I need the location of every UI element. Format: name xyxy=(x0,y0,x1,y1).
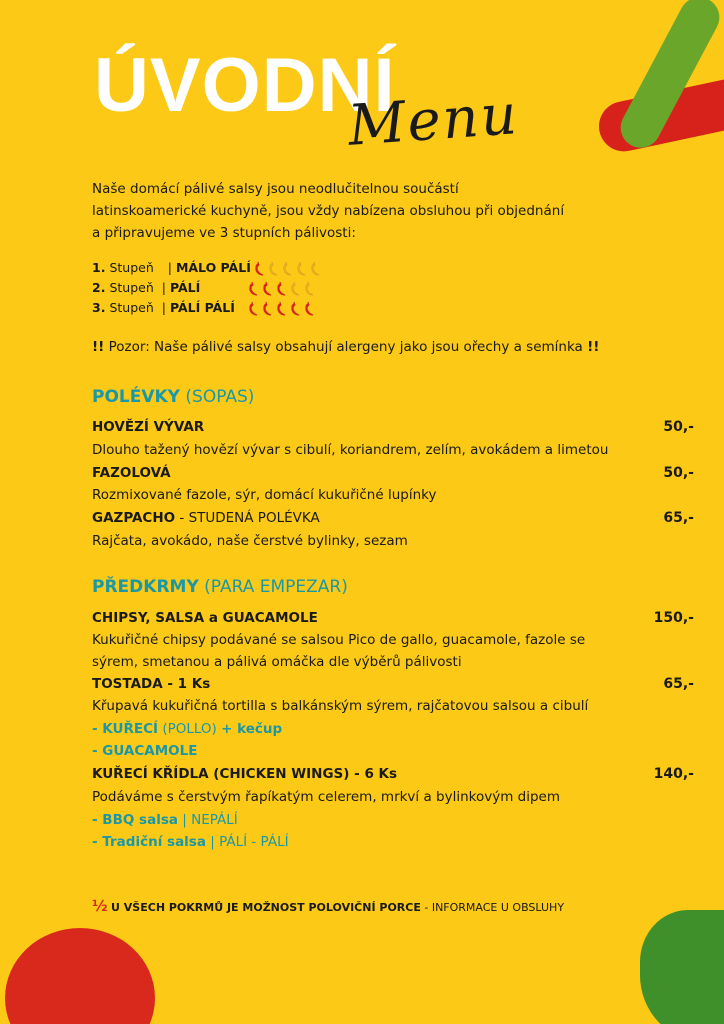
item-option xyxy=(92,831,289,853)
chili-filled-icon xyxy=(248,281,259,296)
chili-filled-icon xyxy=(276,301,287,316)
chili-filled-icon xyxy=(290,301,301,316)
warning-mark: !! xyxy=(92,339,105,355)
item-name xyxy=(92,507,320,529)
item-price: 50,- xyxy=(663,419,694,435)
level-label: Stupeň xyxy=(109,260,154,275)
item-option xyxy=(92,718,282,740)
half-icon: ½ xyxy=(92,897,108,915)
chili-filled-icon xyxy=(304,301,315,316)
item-description: sýrem, smetanou a pálivá omáčka dle výběrů pálivosti xyxy=(92,654,462,670)
item-description: Dlouho tažený hovězí vývar s cibulí, koriandrem, zelím, avokádem a limetou xyxy=(92,442,609,458)
heat-level-row: 1. Stupeň | MÁLO PÁLÍ xyxy=(92,257,324,279)
chili-filled-icon xyxy=(254,261,265,276)
item-description: Kukuřičné chipsy podávané se salsou Pico de gallo, guacamole, fazole se xyxy=(92,632,586,648)
option-name: - KUŘECÍ xyxy=(92,721,159,737)
herbs-image xyxy=(640,910,724,1024)
option-note: | PÁLÍ - PÁLÍ xyxy=(205,834,289,850)
chili-outline-icon xyxy=(304,281,315,296)
level-label: Stupeň xyxy=(109,280,154,295)
item-option xyxy=(92,809,238,831)
item-price: 140,- xyxy=(653,766,694,782)
item-description: Podáváme s čerstvým řapíkatým celerem, mrkví a bylinkovým dipem xyxy=(92,789,561,805)
section-name: POLÉVKY xyxy=(92,387,180,407)
chili-outline-icon xyxy=(296,261,307,276)
section-subtitle: (PARA EMPEZAR) xyxy=(198,577,348,597)
chili-filled-icon xyxy=(262,301,273,316)
footer-bold: U VŠECH POKRMŮ JE MOŽNOST POLOVIČNÍ PORCE xyxy=(111,901,421,914)
chili-outline-icon xyxy=(268,261,279,276)
item-name: TOSTADA - 1 Ks xyxy=(92,676,211,692)
heat-level-row: 3. Stupeň | PÁLÍ PÁLÍ xyxy=(92,297,318,319)
warning-mark: !! xyxy=(587,339,600,355)
item-name: HOVĚZÍ VÝVAR xyxy=(92,419,205,435)
option-name: - BBQ salsa xyxy=(92,812,178,828)
item-name: CHIPSY, SALSA a GUACAMOLE xyxy=(92,610,318,626)
tomato-image xyxy=(5,928,155,1024)
section-name: PŘEDKRMY xyxy=(92,577,199,597)
section-title-soups xyxy=(92,386,254,408)
item-name-extra: - STUDENÁ POLÉVKA xyxy=(175,510,320,526)
item-option: - GUACAMOLE xyxy=(92,743,198,759)
option-name: - Tradiční salsa xyxy=(92,834,206,850)
chili-filled-icon xyxy=(248,301,259,316)
chili-outline-icon xyxy=(282,261,293,276)
level-number: 2. xyxy=(92,280,106,295)
option-extra: + kečup xyxy=(221,721,283,737)
item-name: FAZOLOVÁ xyxy=(92,465,171,481)
item-description: Rozmixované fazole, sýr, domácí kukuřičné lupínky xyxy=(92,487,437,503)
item-description: Rajčata, avokádo, naše čerstvé bylinky, sezam xyxy=(92,533,408,549)
allergen-warning xyxy=(92,336,599,358)
intro-line: latinskoamerické kuchyně, jsou vždy nabízena obsluhou při objednání xyxy=(92,203,565,219)
section-subtitle: (SOPAS) xyxy=(180,387,255,407)
item-price: 150,- xyxy=(653,610,694,626)
level-name: PÁLÍ PÁLÍ xyxy=(169,300,235,315)
level-number: 3. xyxy=(92,300,106,315)
chili-outline-icon xyxy=(310,261,321,276)
item-name: KUŘECÍ KŘÍDLA (CHICKEN WINGS) - 6 Ks xyxy=(92,766,398,782)
option-note: | NEPÁLÍ xyxy=(177,812,238,828)
item-description: Křupavá kukuřičná tortilla s balkánským sýrem, rajčatovou salsou a cibulí xyxy=(92,698,589,714)
item-price: 50,- xyxy=(663,465,694,481)
item-price: 65,- xyxy=(663,676,694,692)
level-name: MÁLO PÁLÍ xyxy=(175,260,251,275)
level-name: PÁLÍ xyxy=(169,280,201,295)
intro-line: a připravujeme ve 3 stupních pálivosti: xyxy=(92,225,356,241)
heat-level-row: 2. Stupeň | PÁLÍ xyxy=(92,277,318,299)
warning-text: Pozor: Naše pálivé salsy obsahují alergeny jako jsou ořechy a semínka xyxy=(104,339,588,355)
chili-outline-icon xyxy=(290,281,301,296)
page-title: ÚVODNÍ xyxy=(94,43,396,128)
intro-line: Naše domácí pálivé salsy jsou neodlučitelnou součástí xyxy=(92,181,459,197)
footer-rest: - INFORMACE U OBSLUHY xyxy=(420,901,565,914)
item-name-main: GAZPACHO xyxy=(92,510,176,526)
section-title-starters xyxy=(92,576,348,598)
half-portion-note xyxy=(92,895,564,919)
option-note: (POLLO) xyxy=(158,721,222,737)
item-price: 65,- xyxy=(663,510,694,526)
chili-filled-icon xyxy=(276,281,287,296)
menu-script-subtitle: Menu xyxy=(345,82,521,159)
chili-filled-icon xyxy=(262,281,273,296)
level-number: 1. xyxy=(92,260,106,275)
level-label: Stupeň xyxy=(109,300,154,315)
